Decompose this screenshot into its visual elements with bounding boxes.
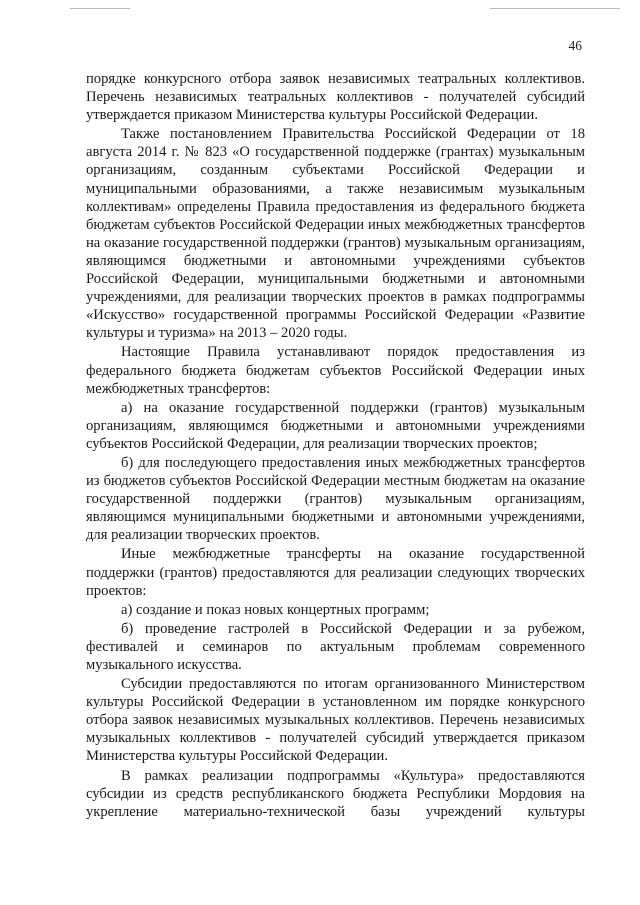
paragraph: Иные межбюджетные трансферты на оказание государственной поддержки (грантов) предоставляются для реализации следующих творческих проектов:	[86, 546, 585, 599]
page-number: 46	[568, 38, 582, 53]
scan-artifact	[490, 8, 620, 9]
paragraph: порядке конкурсного отбора заявок независимых театральных коллективов. Перечень независимых театральных коллективов - получателей субсидий утверждается приказом Министерства культуры Российской Федерации.	[86, 71, 585, 124]
paragraph: Настоящие Правила устанавливают порядок предоставления из федерального бюджета бюджетам субъектов Российской Федерации иных межбюджетных трансфертов:	[86, 344, 585, 397]
paragraph: В рамках реализации подпрограммы «Культура» предоставляются субсидии из средств республиканского бюджета Республики Мордовия на укрепление материально-технической базы учреждений культуры	[86, 767, 585, 820]
document-body	[86, 70, 585, 822]
paragraph-list-item: а) на оказание государственной поддержки (грантов) музыкальным организациям, являющимся бюджетными и автономными учреждениями субъектов Российской Федерации, для реализации творческих проектов;	[86, 399, 585, 452]
paragraph-list-item: б) проведение гастролей в Российской Федерации и за рубежом, фестивалей и семинаров по актуальным проблемам современного музыкального искусства.	[86, 620, 585, 673]
paragraph-list-item: а) создание и показ новых концертных программ;	[121, 601, 430, 618]
paragraph: Также постановлением Правительства Российской Федерации от 18 августа 2014 г. № 823 «О государственной поддержке (грантах) музыкальным организациям, созданным субъектами Российской Федерации и муниципальными образованиями, а также независимым музыкальным коллективам» определены Правила предоставления из федерального бюджета бюджетам субъектов Российской Федерации иных межбюджетных трансфертов на оказание государственной поддержки (грантов) музыкальным организациям, являющимся бюджетными и автономными учреждениями субъектов Российской Федерации, муниципальными бюджетными и автономными учреждениями, для реализации творческих проектов в рамках подпрограммы «Искусство» государственной программы Российской Федерации «Развитие культуры и туризма» на 2013 – 2020 годы.	[86, 126, 585, 342]
paragraph: Субсидии предоставляются по итогам организованного Министерством культуры Российской Федерации в установленном им порядке конкурсного отбора заявок независимых музыкальных коллективов. Перечень независимых музыкальных коллективов - получателей субсидий утверждается приказом Министерства культуры Российской Федерации.	[86, 676, 585, 765]
paragraph-list-item: б) для последующего предоставления иных межбюджетных трансфертов из бюджетов субъектов Российской Федерации местным бюджетам на оказание государственной поддержки (грантов) музыкальным организациям, являющимся муниципальными бюджетными и автономными учреждениями, для реализации творческих проектов.	[86, 454, 585, 544]
scan-artifact	[70, 8, 130, 9]
